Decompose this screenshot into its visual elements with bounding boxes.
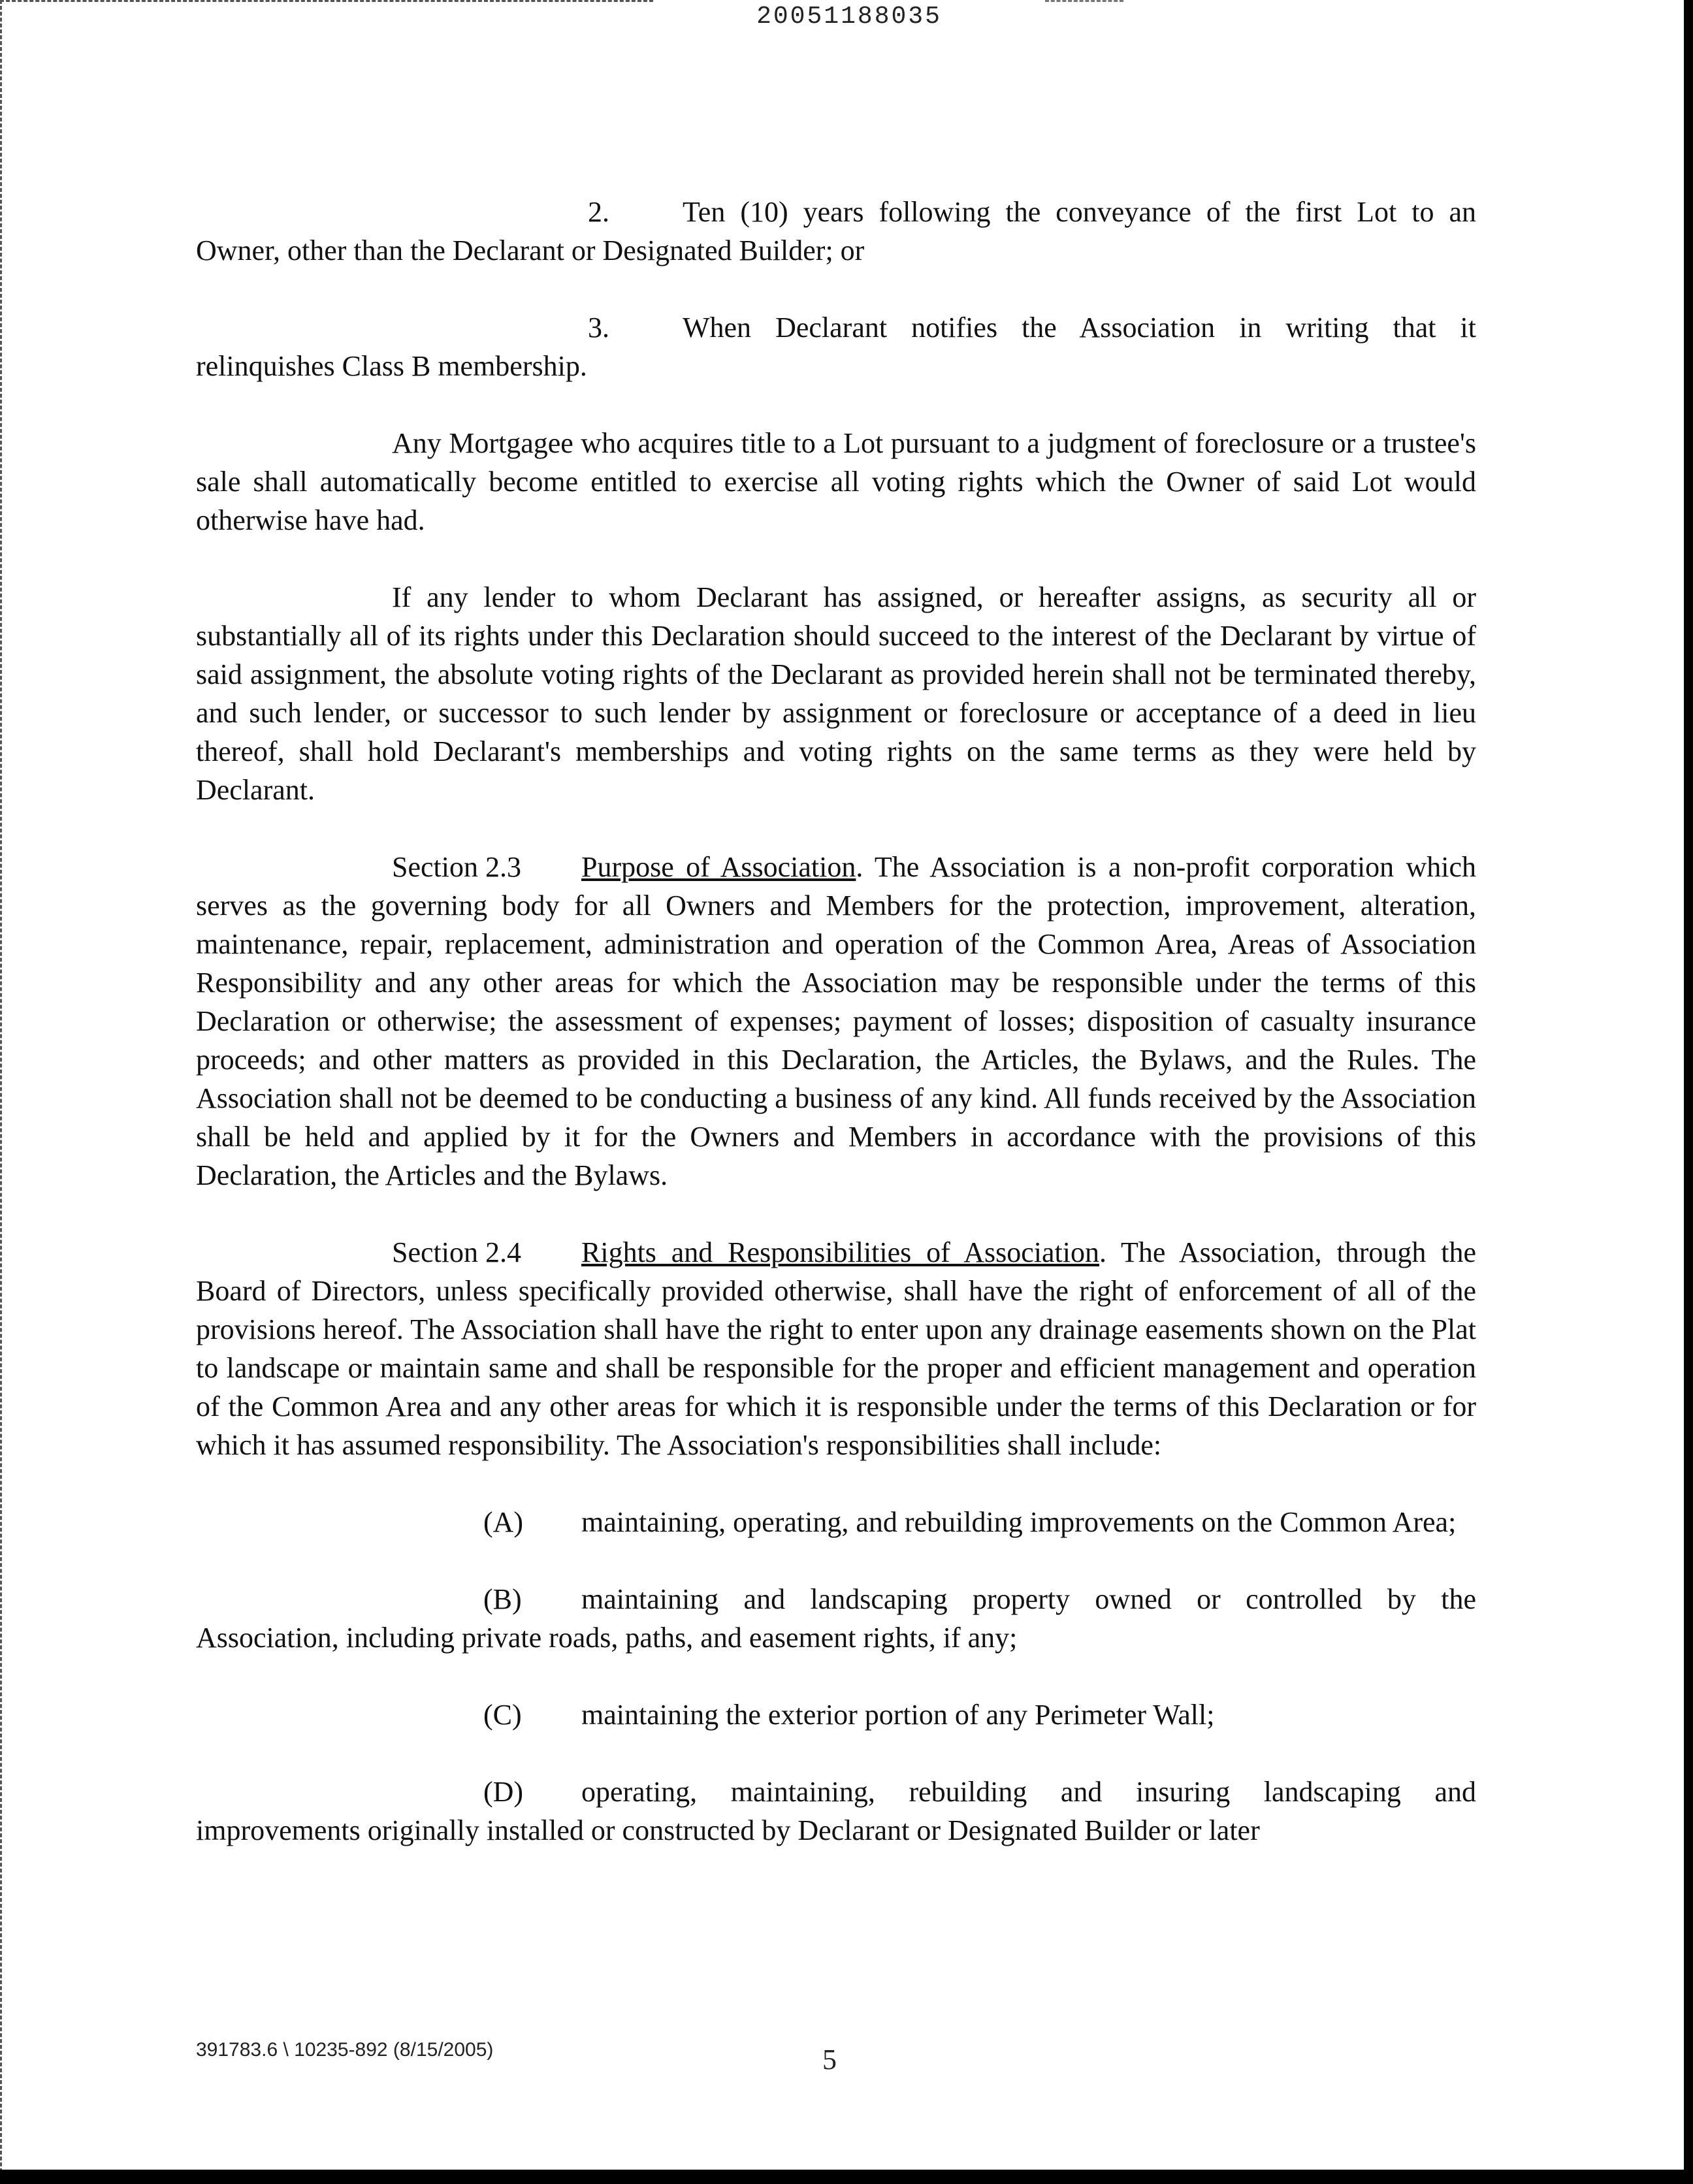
recording-number: 20051188035 (756, 3, 942, 31)
item-text: maintaining the exterior portion of any Perimeter Wall; (581, 1699, 1215, 1731)
scan-border-bottom (0, 2170, 1693, 2184)
item-text: maintaining, operating, and rebuilding improvements on the Common Area; (581, 1506, 1457, 1538)
section-title: Rights and Responsibilities of Association (581, 1236, 1099, 1268)
section-number: Section 2.3 (392, 851, 521, 883)
lender-paragraph: If any lender to whom Declarant has assigned, or hereafter assigns, as security all or substantially all of its rights under this Declaration should succeed to the interest of the Declarant by virtue of said assignment, the absolute voting rights of the Declarant as provided herein shall not be terminated thereby, and such lender, or successor to such lender by assignment or foreclosure or acceptance of a deed in lieu thereof, shall hold Declarant's memberships and voting rights on the same terms as they were held by Declarant. (196, 581, 1476, 806)
list-item-3 (196, 308, 1476, 385)
scan-edge-left (0, 0, 2, 2184)
section-text: . The Association, through the Board of Directors, unless specifically provided otherwise, shall have the right of enforcement of all of the provisions hereof. The Association shall have the right to enter upon any drainage easements shown on the Plat to landscape or maintain same and shall be responsible for the proper and efficient management and operation of the Common Area and any other areas for which it is responsible under the terms of this Declaration or for which it has assumed responsibility. The Association's responsibilities shall include: (196, 1236, 1476, 1461)
scan-border-right (1684, 0, 1693, 2184)
item-b (196, 1580, 1476, 1657)
scan-edge-top-fragment (1045, 0, 1123, 2)
item-text: maintaining and landscaping property owned or controlled by the Association, including private roads, paths, and easement rights, if any; (196, 1583, 1476, 1654)
section-2-4 (196, 1233, 1476, 1464)
section-2-3 (196, 848, 1476, 1195)
item-label: (D) (483, 1776, 524, 1808)
item-label: (B) (483, 1583, 522, 1615)
item-text: operating, maintaining, rebuilding and insuring landscaping and improvements originally installed or constructed by Declarant or Designated Builder or later (196, 1776, 1476, 1846)
section-text: . The Association is a non-profit corporation which serves as the governing body for all Owners and Members for the protection, improvement, alteration, maintenance, repair, replacement, administration and operation of the Common Area, Areas of Association Responsibility and any other areas for which the Association may be responsible under the terms of this Declaration or otherwise; the assessment of expenses; payment of losses; disposition of casualty insurance proceeds; and other matters as provided in this Declaration, the Articles, the Bylaws, and the Rules. The Association shall not be deemed to be conducting a business of any kind. All funds received by the Association shall be held and applied by it for the Owners and Members in accordance with the provisions of this Declaration, the Articles and the Bylaws. (196, 851, 1476, 1191)
list-item-2 (196, 193, 1476, 270)
item-label: (C) (483, 1699, 522, 1731)
item-c (196, 1695, 1476, 1734)
section-number: Section 2.4 (392, 1236, 521, 1268)
list-number: 3. (588, 312, 609, 344)
scan-edge-top (0, 0, 653, 2)
list-text: Ten (10) years following the conveyance of the first Lot to an Owner, other than the Declarant or Designated Builder; or (196, 196, 1476, 266)
item-a (196, 1503, 1476, 1541)
mortgagee-paragraph: Any Mortgagee who acquires title to a Lot pursuant to a judgment of foreclosure or a trustee's sale shall automatically become entitled to exercise all voting rights which the Owner of said Lot would otherwise have had. (196, 427, 1476, 536)
page-number: 5 (822, 2044, 837, 2076)
item-d (196, 1773, 1476, 1850)
list-number: 2. (588, 196, 609, 228)
footer-document-reference: 391783.6 \ 10235-892 (8/15/2005) (196, 2039, 494, 2061)
document-body (196, 193, 1476, 1888)
item-label: (A) (483, 1506, 524, 1538)
section-title: Purpose of Association (581, 851, 856, 883)
list-text: When Declarant notifies the Association in writing that it relinquishes Class B membership. (196, 312, 1476, 382)
